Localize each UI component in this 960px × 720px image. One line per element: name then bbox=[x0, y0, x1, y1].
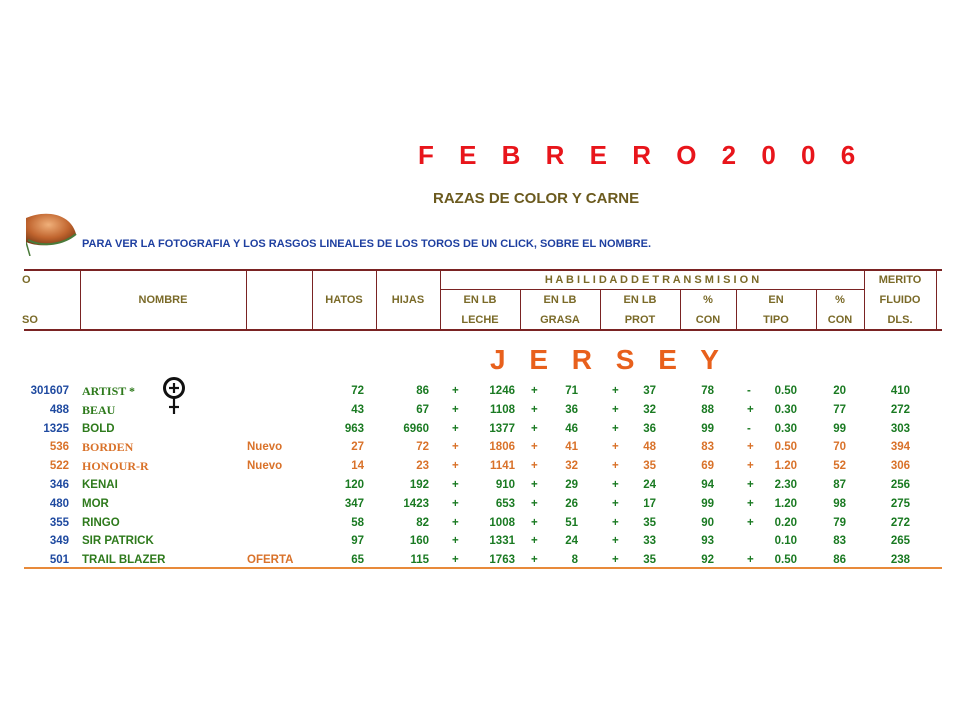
sign-prot: + bbox=[612, 535, 619, 548]
table-row bbox=[0, 420, 960, 438]
sign-leche: + bbox=[452, 554, 459, 567]
cell-tipo-con-pct: 79 bbox=[833, 516, 846, 529]
header-bottom-rule bbox=[24, 329, 942, 331]
bull-name-link[interactable]: ARTIST * bbox=[82, 384, 136, 398]
sign-prot: + bbox=[612, 516, 619, 529]
header-hatos: HATOS bbox=[325, 294, 363, 306]
cell-con-pct: 69 bbox=[701, 460, 714, 473]
cell-hijas: 6960 bbox=[403, 422, 429, 435]
breed-title: J E R S E Y bbox=[490, 344, 727, 375]
cell-prot: 37 bbox=[643, 385, 656, 397]
header-leche-bottom: LECHE bbox=[461, 314, 499, 326]
cell-prot: 48 bbox=[643, 441, 656, 454]
sign-tipo: + bbox=[747, 497, 754, 510]
cell-prot: 35 bbox=[643, 554, 656, 567]
table-row bbox=[0, 495, 960, 513]
cell-con-pct: 88 bbox=[701, 403, 714, 416]
table-bottom-rule bbox=[24, 567, 942, 569]
cell-hatos: 65 bbox=[351, 554, 364, 567]
cell-tipo: 1.20 bbox=[774, 497, 797, 510]
cell-prot: 32 bbox=[643, 403, 656, 416]
sign-grasa: + bbox=[531, 535, 538, 548]
header-leche-top: EN LB bbox=[463, 294, 497, 306]
sign-grasa: + bbox=[531, 403, 538, 416]
cell-registration: 536 bbox=[49, 441, 69, 454]
cell-tipo: 1.20 bbox=[774, 460, 797, 473]
header-merito: MERITO bbox=[878, 274, 922, 286]
cell-grasa: 41 bbox=[565, 441, 578, 454]
table-row bbox=[0, 532, 960, 550]
cell-con-pct: 99 bbox=[701, 497, 714, 510]
cell-grasa: 8 bbox=[571, 554, 578, 567]
cell-merito: 275 bbox=[890, 497, 910, 510]
instruction-text: PARA VER LA FOTOGRAFIA Y LOS RASGOS LINEALES DE LOS TOROS DE UN CLICK, SOBRE EL NOMBRE. bbox=[82, 238, 651, 250]
cell-hijas: 115 bbox=[410, 554, 429, 567]
cell-hijas: 72 bbox=[416, 441, 429, 454]
sign-grasa: + bbox=[531, 479, 538, 491]
sign-leche: + bbox=[452, 403, 459, 416]
cell-hijas: 160 bbox=[409, 535, 429, 548]
cell-registration: 1325 bbox=[43, 422, 69, 435]
sign-leche: + bbox=[452, 441, 459, 454]
seed-pointer-icon bbox=[26, 212, 78, 256]
cell-registration: 346 bbox=[49, 479, 69, 491]
sign-grasa: + bbox=[531, 497, 538, 510]
sign-tipo: - bbox=[747, 385, 751, 397]
cell-tipo: 0.30 bbox=[774, 422, 797, 435]
cell-tipo-con-pct: 83 bbox=[833, 535, 846, 548]
cell-tipo-con-pct: 86 bbox=[833, 554, 846, 567]
bull-name-link[interactable]: BOLD bbox=[82, 422, 115, 435]
table-row bbox=[0, 476, 960, 494]
cell-hatos: 27 bbox=[351, 441, 364, 454]
bull-name-link[interactable]: SIR PATRICK bbox=[82, 535, 154, 548]
cell-hatos: 14 bbox=[351, 460, 364, 473]
page-title: F E B R E R O 2 0 0 6 bbox=[418, 140, 865, 170]
cell-tipo-con-pct: 99 bbox=[833, 422, 846, 435]
header-hijas: HIJAS bbox=[391, 294, 425, 306]
cell-prot: 33 bbox=[643, 535, 656, 548]
header-con1-bottom: CON bbox=[695, 314, 721, 326]
header-dls: DLS. bbox=[887, 314, 913, 326]
cell-con-pct: 94 bbox=[701, 479, 714, 491]
header-con2-bottom: CON bbox=[827, 314, 853, 326]
sign-prot: + bbox=[612, 441, 619, 454]
cell-hatos: 72 bbox=[351, 385, 364, 397]
cell-tipo-con-pct: 52 bbox=[833, 460, 846, 473]
header-reg-bottom: SO bbox=[22, 314, 38, 326]
cell-tipo: 0.20 bbox=[774, 516, 797, 529]
sign-grasa: + bbox=[531, 441, 538, 454]
sign-grasa: + bbox=[531, 460, 538, 473]
cell-grasa: 51 bbox=[565, 516, 578, 529]
header-tipo-bottom: TIPO bbox=[763, 314, 789, 326]
cell-con-pct: 78 bbox=[701, 385, 714, 397]
header-prot-top: EN LB bbox=[623, 294, 657, 306]
sign-leche: + bbox=[452, 422, 459, 435]
header-grasa-bottom: GRASA bbox=[540, 314, 580, 326]
cell-hijas: 86 bbox=[416, 385, 429, 397]
sign-leche: + bbox=[452, 497, 459, 510]
cell-leche: 1141 bbox=[490, 460, 515, 473]
cell-hijas: 23 bbox=[416, 460, 429, 473]
cell-hatos: 58 bbox=[351, 516, 364, 529]
cell-tipo-con-pct: 77 bbox=[833, 403, 846, 416]
bull-name-link[interactable]: KENAI bbox=[82, 479, 118, 491]
sign-prot: + bbox=[612, 497, 619, 510]
cell-prot: 24 bbox=[643, 479, 656, 491]
header-tipo-top: EN bbox=[768, 294, 784, 306]
cell-leche: 1246 bbox=[489, 385, 515, 397]
cell-hatos: 97 bbox=[351, 535, 364, 548]
sign-tipo: + bbox=[747, 516, 754, 529]
header-fluido: FLUIDO bbox=[879, 294, 921, 306]
cell-tipo-con-pct: 20 bbox=[833, 385, 846, 397]
bull-name-link[interactable]: BEAU bbox=[82, 402, 116, 417]
cell-con-pct: 92 bbox=[701, 554, 714, 567]
cell-hijas: 67 bbox=[416, 403, 429, 416]
sign-leche: + bbox=[452, 516, 459, 529]
cell-tipo: 0.10 bbox=[774, 535, 797, 548]
sign-prot: + bbox=[612, 479, 619, 491]
cell-registration: 488 bbox=[49, 403, 69, 416]
cell-hatos: 120 bbox=[344, 479, 364, 491]
cell-grasa: 46 bbox=[565, 422, 578, 435]
table-row bbox=[0, 382, 960, 400]
cell-leche: 1763 bbox=[489, 554, 515, 567]
cell-tipo: 0.50 bbox=[774, 385, 797, 397]
sign-grasa: + bbox=[531, 422, 538, 435]
cell-grasa: 24 bbox=[565, 535, 578, 548]
cell-registration: 522 bbox=[49, 460, 69, 473]
cell-prot: 17 bbox=[643, 497, 656, 510]
cell-registration: 349 bbox=[49, 535, 69, 548]
cell-tipo: 2.30 bbox=[774, 479, 797, 491]
header-grasa-top: EN LB bbox=[543, 294, 577, 306]
cell-merito: 272 bbox=[890, 516, 910, 529]
sign-prot: + bbox=[612, 403, 619, 416]
header-nombre: NOMBRE bbox=[138, 294, 188, 306]
cell-tipo-con-pct: 70 bbox=[833, 441, 846, 454]
bull-name-link[interactable]: HONOUR-R bbox=[82, 459, 149, 474]
header-reg-top: O bbox=[22, 274, 31, 286]
cell-tipo: 0.30 bbox=[774, 403, 797, 416]
bull-name-link[interactable]: TRAIL BLAZER bbox=[82, 554, 166, 567]
header-divider bbox=[936, 270, 937, 330]
cell-registration: 501 bbox=[49, 554, 69, 567]
cell-registration: 301607 bbox=[30, 385, 69, 397]
cell-hijas: 192 bbox=[409, 479, 429, 491]
cell-grasa: 36 bbox=[565, 403, 578, 416]
cell-con-pct: 90 bbox=[701, 516, 714, 529]
cell-registration: 480 bbox=[49, 497, 69, 510]
sign-grasa: + bbox=[531, 516, 538, 529]
cell-merito: 410 bbox=[890, 385, 910, 397]
cell-con-pct: 83 bbox=[701, 441, 714, 454]
cell-tipo-con-pct: 98 bbox=[833, 497, 846, 510]
header-divider bbox=[246, 270, 247, 330]
table-row bbox=[0, 438, 960, 456]
sign-leche: + bbox=[452, 460, 459, 473]
sign-tipo: + bbox=[747, 479, 754, 491]
sign-leche: + bbox=[452, 479, 459, 491]
cell-prot: 36 bbox=[643, 422, 656, 435]
cell-leche: 910 bbox=[495, 479, 515, 491]
sign-tipo: - bbox=[747, 422, 751, 435]
cell-hatos: 43 bbox=[351, 403, 364, 416]
cell-con-pct: 99 bbox=[701, 422, 714, 435]
header-top-rule bbox=[24, 269, 942, 271]
sign-tipo: + bbox=[747, 441, 754, 454]
sign-prot: + bbox=[612, 460, 619, 473]
cell-prot: 35 bbox=[643, 516, 656, 529]
cell-merito: 306 bbox=[890, 460, 910, 473]
cell-note: Nuevo bbox=[247, 460, 283, 473]
sign-tipo: + bbox=[747, 554, 754, 567]
table-row bbox=[0, 401, 960, 419]
cell-con-pct: 93 bbox=[701, 535, 714, 548]
sign-prot: + bbox=[612, 422, 619, 435]
header-con2-top: % bbox=[835, 294, 845, 306]
cell-tipo-con-pct: 87 bbox=[833, 479, 846, 491]
bull-name-link[interactable]: BORDEN bbox=[82, 440, 134, 455]
cell-merito: 238 bbox=[890, 554, 910, 567]
header-con1-top: % bbox=[703, 294, 713, 306]
cell-grasa: 26 bbox=[565, 497, 578, 510]
cell-prot: 35 bbox=[643, 460, 656, 473]
page-subtitle: RAZAS DE COLOR Y CARNE bbox=[433, 190, 640, 207]
cell-tipo: 0.50 bbox=[774, 554, 797, 567]
cell-hijas: 1423 bbox=[403, 497, 429, 510]
cell-leche: 1806 bbox=[489, 441, 515, 454]
cell-leche: 1331 bbox=[489, 535, 515, 548]
cell-merito: 265 bbox=[890, 535, 910, 548]
table-row bbox=[0, 514, 960, 532]
sign-tipo: + bbox=[747, 403, 754, 416]
cell-hatos: 963 bbox=[344, 422, 364, 435]
sign-leche: + bbox=[452, 535, 459, 548]
sign-grasa: + bbox=[531, 554, 538, 567]
cell-merito: 256 bbox=[890, 479, 910, 491]
cell-grasa: 32 bbox=[565, 460, 578, 473]
sign-prot: + bbox=[612, 385, 619, 397]
cell-leche: 653 bbox=[495, 497, 515, 510]
cell-leche: 1108 bbox=[490, 403, 515, 416]
cell-grasa: 29 bbox=[565, 479, 578, 491]
cell-leche: 1008 bbox=[489, 516, 515, 529]
sign-prot: + bbox=[612, 554, 619, 567]
header-habilidad: H A B I L I D A D D E T R A N S M I S I O N bbox=[544, 274, 760, 286]
bull-name-link[interactable]: RINGO bbox=[82, 516, 120, 529]
header-prot-bottom: PROT bbox=[624, 314, 656, 326]
sign-tipo: + bbox=[747, 460, 754, 473]
cell-merito: 272 bbox=[890, 403, 910, 416]
cell-registration: 355 bbox=[49, 516, 69, 529]
cell-tipo: 0.50 bbox=[774, 441, 797, 454]
bull-name-link[interactable]: MOR bbox=[82, 497, 109, 510]
cell-note: OFERTA bbox=[247, 554, 294, 567]
cell-merito: 394 bbox=[890, 441, 910, 454]
sign-leche: + bbox=[452, 385, 459, 397]
cell-merito: 303 bbox=[890, 422, 910, 435]
cell-note: Nuevo bbox=[247, 441, 283, 454]
sign-grasa: + bbox=[531, 385, 538, 397]
cell-hatos: 347 bbox=[344, 497, 364, 510]
header-mid-rule bbox=[440, 289, 864, 290]
cell-grasa: 71 bbox=[565, 385, 578, 397]
table-row bbox=[0, 457, 960, 475]
cell-leche: 1377 bbox=[489, 422, 515, 435]
cell-hijas: 82 bbox=[416, 516, 429, 529]
